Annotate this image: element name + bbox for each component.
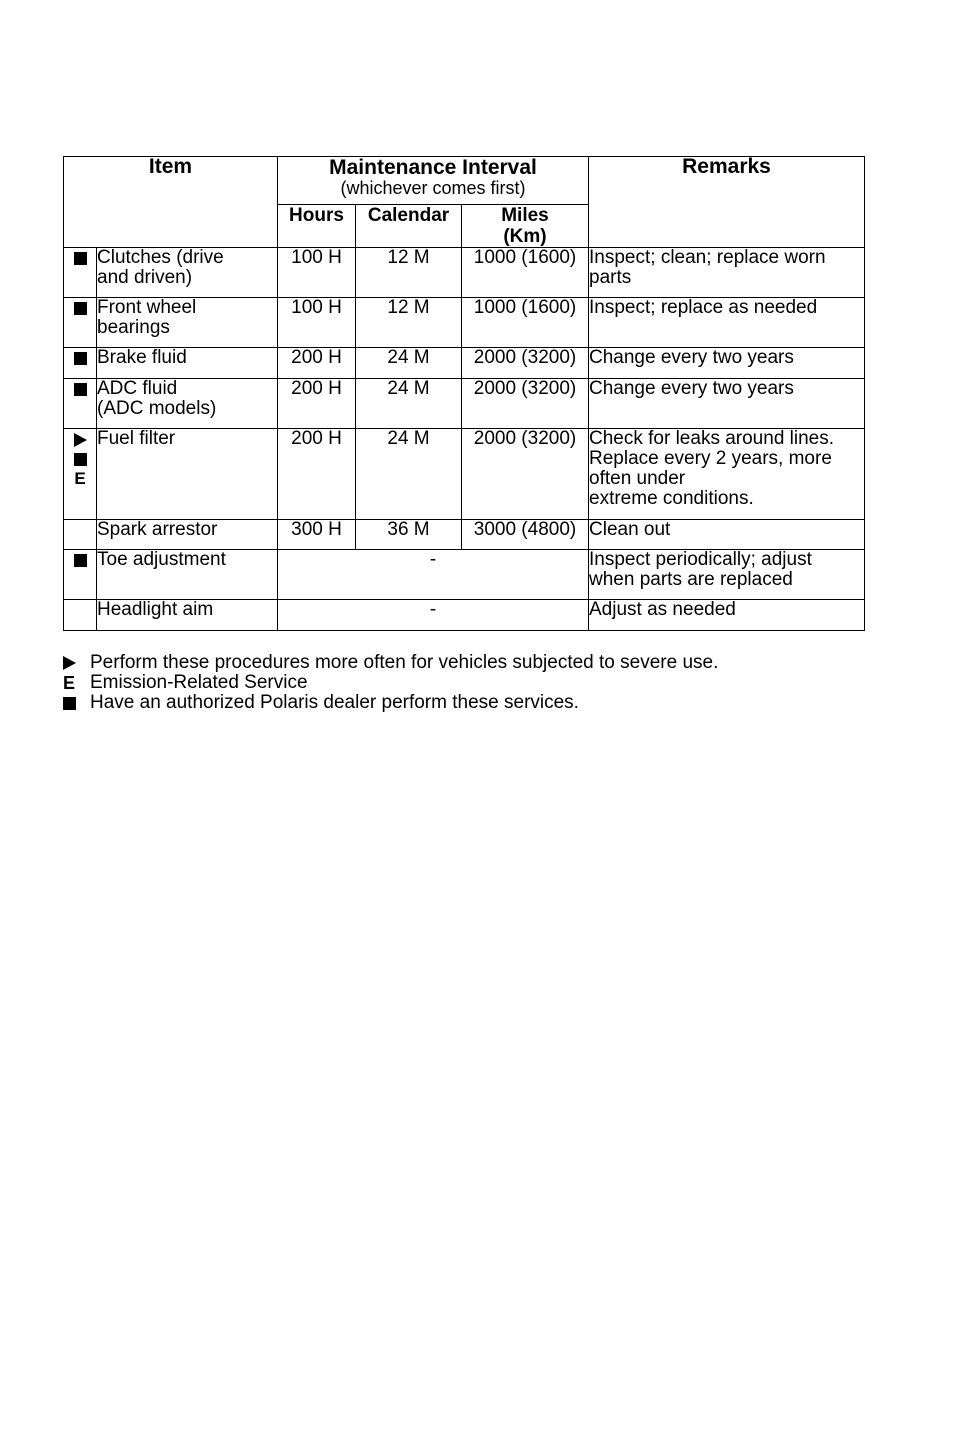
row-remarks bbox=[589, 600, 865, 631]
item-text: bearings bbox=[97, 317, 170, 338]
square-icon bbox=[64, 550, 96, 570]
table-row bbox=[64, 600, 865, 631]
row-miles: 3000 (4800) bbox=[462, 520, 589, 550]
table-row bbox=[64, 520, 865, 550]
row-item bbox=[97, 298, 278, 348]
remarks-text: Clean out bbox=[589, 519, 671, 540]
header-item: Item bbox=[64, 157, 278, 248]
row-miles: 1000 (1600) bbox=[462, 298, 589, 348]
remarks-text: Change every two years bbox=[589, 378, 794, 399]
row-symbols bbox=[64, 379, 97, 429]
row-item bbox=[97, 520, 278, 550]
table-row bbox=[64, 429, 865, 520]
row-symbols bbox=[64, 429, 97, 520]
row-item bbox=[97, 248, 278, 298]
row-hours: 100 H bbox=[278, 248, 356, 298]
row-hours: 300 H bbox=[278, 520, 356, 550]
legend-item bbox=[63, 653, 718, 673]
remarks-text: when parts are replaced bbox=[589, 569, 793, 590]
remarks-text: Replace every 2 years, more bbox=[589, 448, 832, 469]
triangle-icon bbox=[63, 656, 90, 670]
legend bbox=[63, 653, 718, 713]
item-text: Brake fluid bbox=[97, 347, 187, 368]
row-symbols bbox=[64, 348, 97, 379]
triangle-icon bbox=[64, 429, 96, 449]
item-text: Front wheel bbox=[97, 297, 197, 318]
row-miles: 2000 (3200) bbox=[462, 379, 589, 429]
row-item bbox=[97, 550, 278, 600]
row-remarks bbox=[589, 429, 865, 520]
row-calendar: 24 M bbox=[356, 429, 462, 520]
table-row bbox=[64, 298, 865, 348]
row-calendar: 24 M bbox=[356, 379, 462, 429]
row-miles: 2000 (3200) bbox=[462, 348, 589, 379]
header-maintenance-interval bbox=[278, 157, 589, 205]
table-row bbox=[64, 550, 865, 600]
header-hours: Hours bbox=[278, 205, 356, 248]
interval-dash: - bbox=[278, 550, 589, 600]
remarks-text: Change every two years bbox=[589, 347, 794, 368]
row-remarks bbox=[589, 550, 865, 600]
row-symbols bbox=[64, 550, 97, 600]
interval-dash: - bbox=[278, 600, 589, 631]
row-item bbox=[97, 379, 278, 429]
row-symbols bbox=[64, 248, 97, 298]
emission-symbol: E bbox=[74, 469, 86, 488]
square-icon bbox=[64, 298, 96, 318]
legend-item bbox=[63, 673, 718, 693]
row-remarks bbox=[589, 248, 865, 298]
table-row bbox=[64, 248, 865, 298]
item-text: and driven) bbox=[97, 267, 193, 288]
header-calendar: Calendar bbox=[356, 205, 462, 248]
row-remarks bbox=[589, 379, 865, 429]
header-remarks: Remarks bbox=[589, 157, 865, 248]
row-calendar: 36 M bbox=[356, 520, 462, 550]
remarks-text: parts bbox=[589, 267, 632, 288]
legend-text: Have an authorized Polaris dealer perform these services. bbox=[90, 692, 579, 713]
square-icon bbox=[64, 248, 96, 268]
item-text: (ADC models) bbox=[97, 398, 217, 419]
square-icon bbox=[63, 697, 90, 710]
table-row bbox=[64, 348, 865, 379]
row-hours: 200 H bbox=[278, 429, 356, 520]
legend-item bbox=[63, 693, 718, 713]
square-icon bbox=[64, 379, 96, 399]
square-icon bbox=[64, 449, 96, 469]
emission-symbol: E bbox=[63, 673, 76, 693]
row-item bbox=[97, 429, 278, 520]
item-text: ADC fluid bbox=[97, 378, 178, 399]
item-text: Toe adjustment bbox=[97, 549, 226, 570]
row-calendar: 24 M bbox=[356, 348, 462, 379]
row-calendar: 12 M bbox=[356, 298, 462, 348]
header-miles-line1: Miles bbox=[501, 205, 549, 226]
row-hours: 200 H bbox=[278, 379, 356, 429]
row-miles: 1000 (1600) bbox=[462, 248, 589, 298]
row-symbols bbox=[64, 520, 97, 550]
row-symbols bbox=[64, 600, 97, 631]
legend-text: Perform these procedures more often for vehicles subjected to severe use. bbox=[90, 652, 719, 673]
remarks-text: often under bbox=[589, 468, 686, 489]
maintenance-table bbox=[63, 156, 865, 631]
row-remarks bbox=[589, 520, 865, 550]
item-text: Clutches (drive bbox=[97, 247, 224, 268]
remarks-text: extreme conditions. bbox=[589, 488, 754, 509]
row-symbols bbox=[64, 298, 97, 348]
row-item bbox=[97, 600, 278, 631]
header-miles bbox=[462, 205, 589, 248]
remarks-text: Adjust as needed bbox=[589, 599, 736, 620]
remarks-text: Inspect; clean; replace worn bbox=[589, 247, 826, 268]
row-calendar: 12 M bbox=[356, 248, 462, 298]
row-remarks bbox=[589, 298, 865, 348]
row-remarks bbox=[589, 348, 865, 379]
remarks-text: Inspect periodically; adjust bbox=[589, 549, 812, 570]
table-row bbox=[64, 379, 865, 429]
legend-text: Emission-Related Service bbox=[90, 672, 308, 693]
item-text: Headlight aim bbox=[97, 599, 214, 620]
header-miles-line2: (Km) bbox=[503, 226, 547, 247]
row-hours: 100 H bbox=[278, 298, 356, 348]
item-text: Spark arrestor bbox=[97, 519, 218, 540]
row-hours: 200 H bbox=[278, 348, 356, 379]
row-miles: 2000 (3200) bbox=[462, 429, 589, 520]
item-text: Fuel filter bbox=[97, 428, 176, 449]
interval-title: Maintenance Interval bbox=[329, 156, 537, 179]
remarks-text: Check for leaks around lines. bbox=[589, 428, 835, 449]
square-icon bbox=[64, 348, 96, 368]
row-item bbox=[97, 348, 278, 379]
interval-subtitle: (whichever comes first) bbox=[340, 178, 526, 198]
remarks-text: Inspect; replace as needed bbox=[589, 297, 818, 318]
